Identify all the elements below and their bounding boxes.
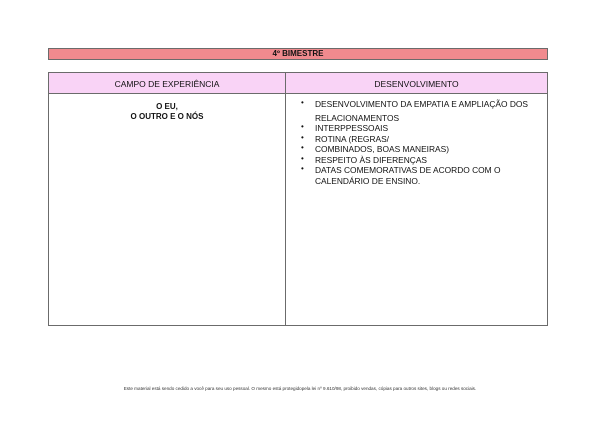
bimester-title: 4º BIMESTRE [272,49,324,58]
list-item: • DESENVOLVIMENTO DA EMPATIA E AMPLIAÇÃO DOS [301,99,541,110]
header-campo-de-experiencia: CAMPO DE EXPERIÊNCIA [114,79,220,89]
curriculum-table [48,72,548,326]
list-item: • ROTINA (REGRAS/ [301,134,541,145]
list-item: • INTERPPESSOAIS [301,123,541,134]
campo-cell [49,102,285,122]
list-item-continuation: CALENDÁRIO DE ENSINO. [315,175,421,186]
header-desenvolvimento: DESENVOLVIMENTO [374,79,459,89]
list-item: • DATAS COMEMORATIVAS DE ACORDO COM O [301,165,541,176]
campo-line-1: O EU, [156,102,178,111]
bimester-banner [48,48,548,60]
column-divider [285,73,286,325]
list-item: • COMBINADOS, BOAS MANEIRAS) [301,144,541,155]
desenvolvimento-list [301,99,541,186]
campo-line-2: O OUTRO E O NÓS [130,112,204,121]
copyright-footer: Este material está sendo cedido a você para seu uso pessoal. O mesmo está protegidopela lei nº 9.610/98, proibido vendas, cópias para outros sites, blogs ou redes sociais. [123,386,477,391]
list-item-continuation: RELACIONAMENTOS [315,112,400,123]
list-item: • RESPEITO ÀS DIFERENÇAS [301,155,541,166]
table-header-row [49,73,547,94]
